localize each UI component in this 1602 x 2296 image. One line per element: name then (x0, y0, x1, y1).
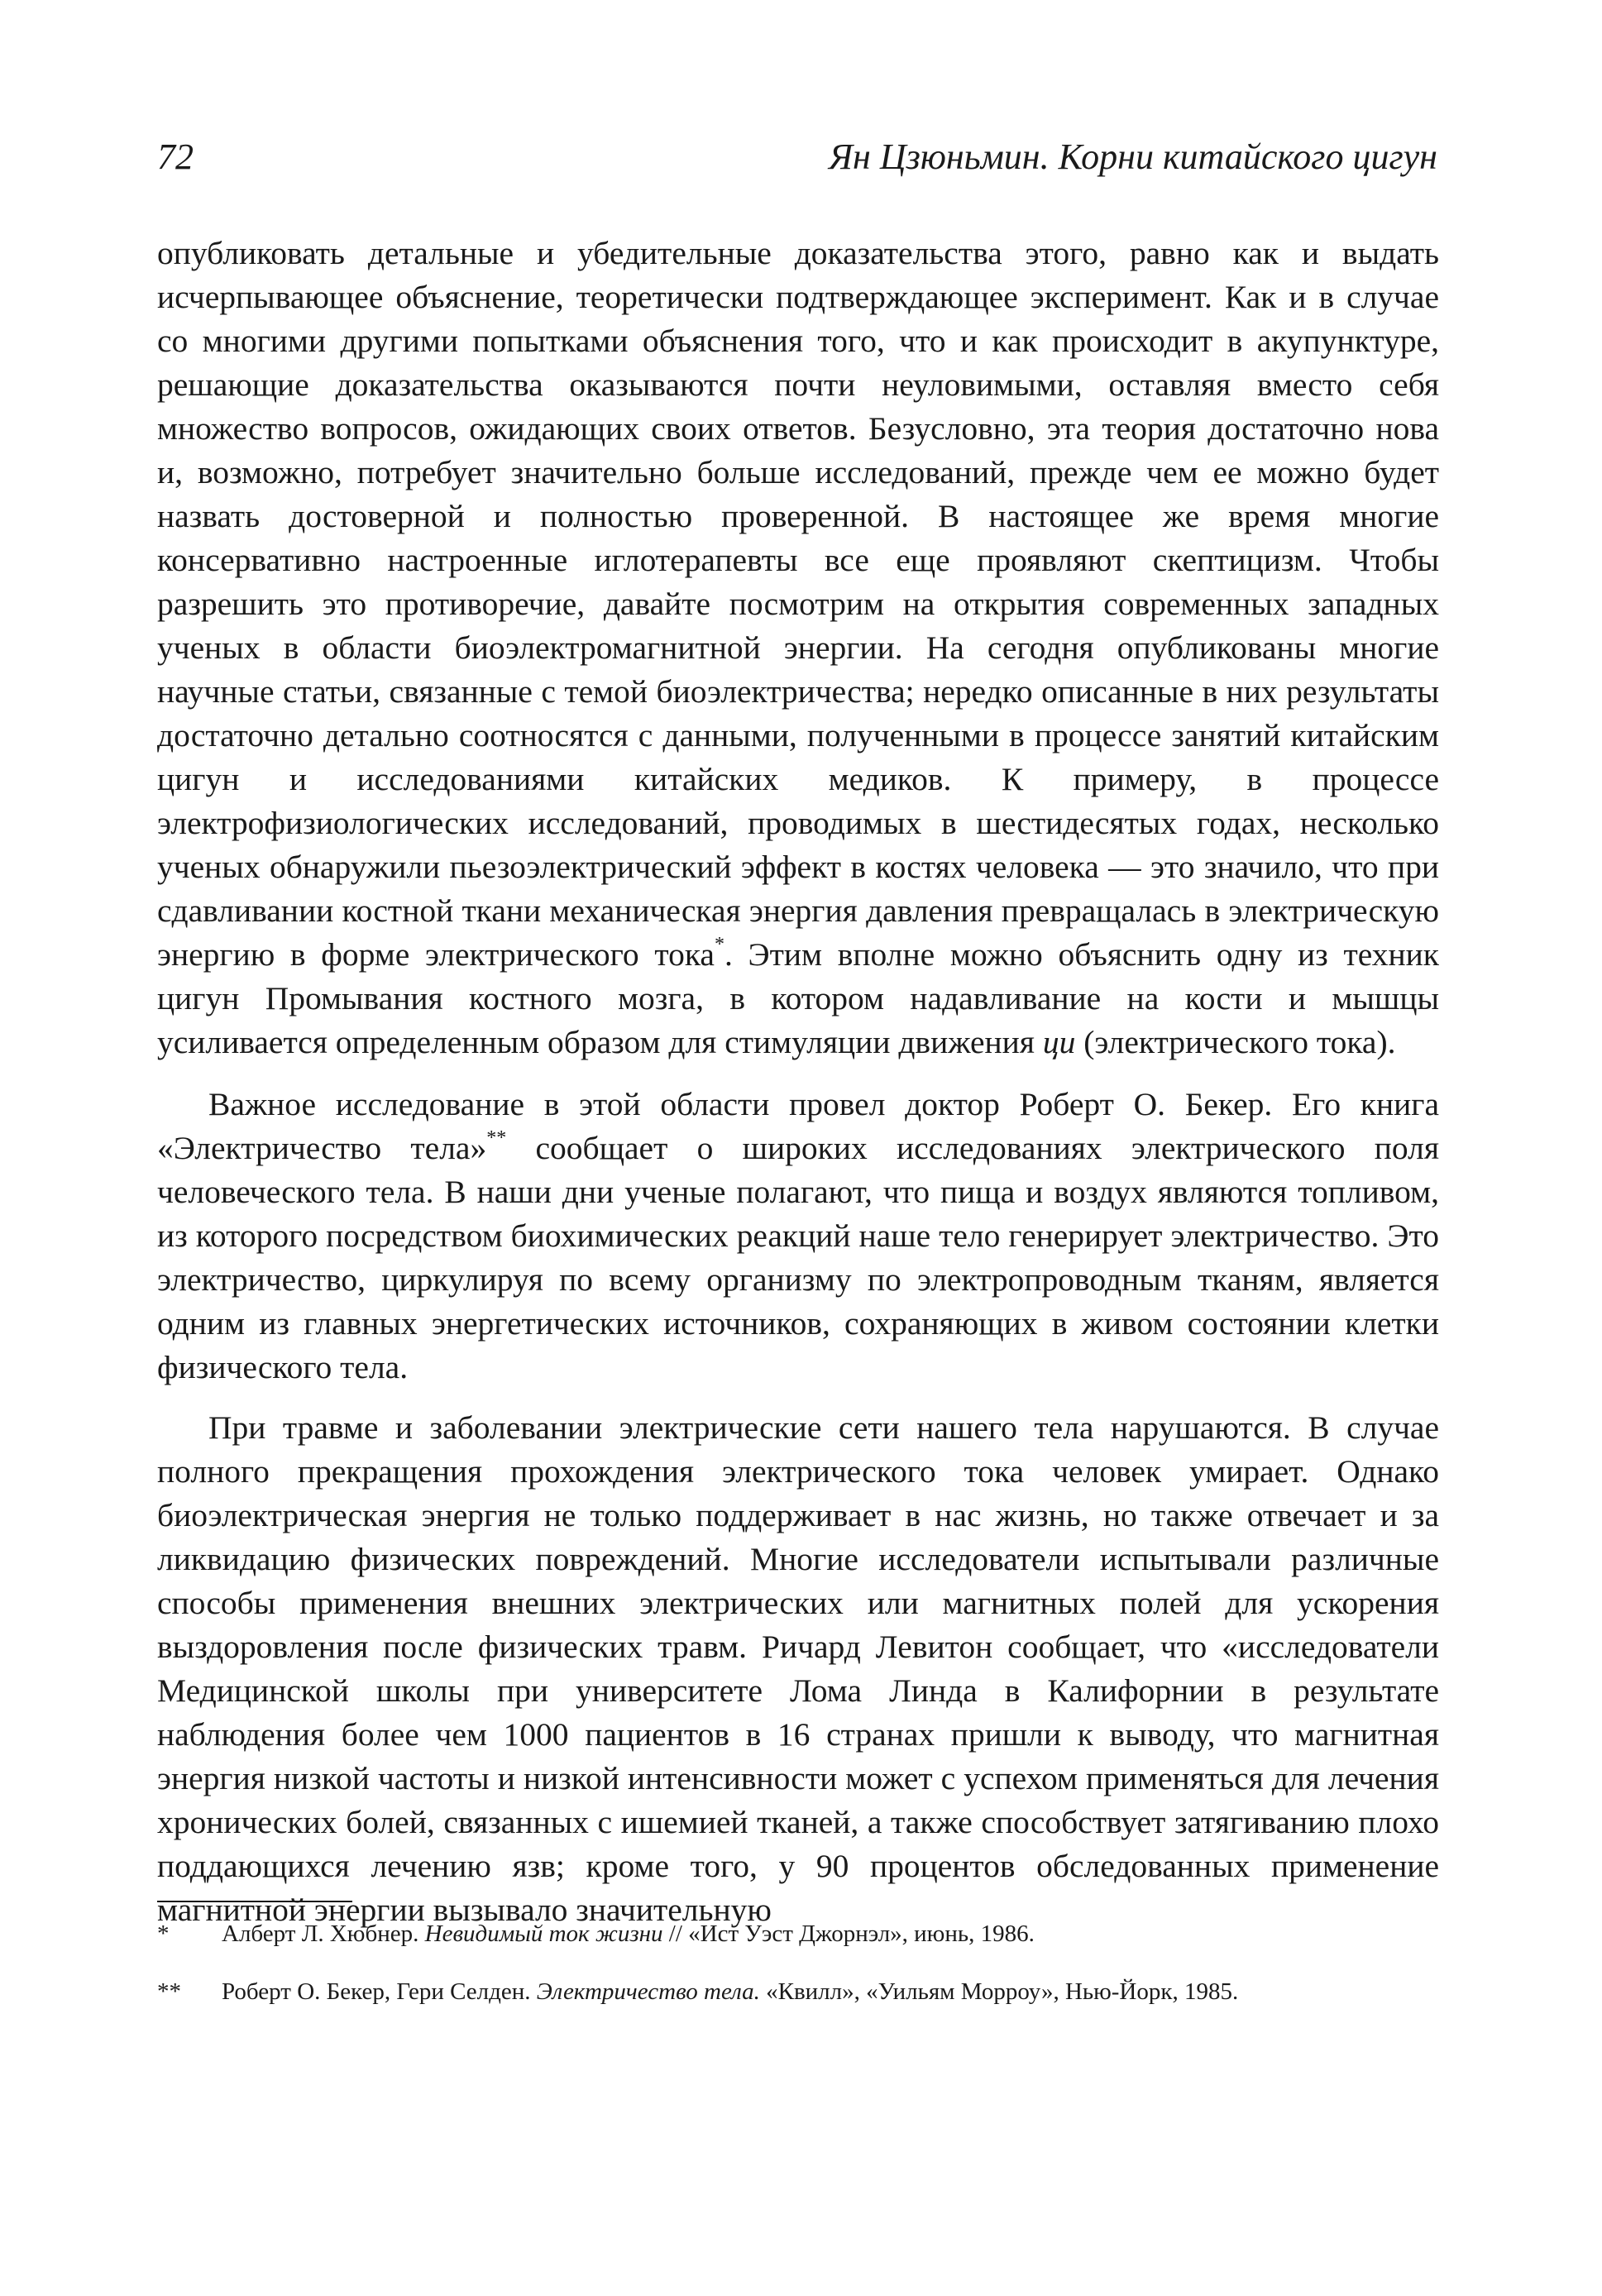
paragraph-1-text-b: . Этим вполне можно объяснить одну из техник цигун Промывания костного мозга, в котором надавливание на кости и мышцы усиливается определенным образом для стимуляции движения (157, 936, 1439, 1060)
footnote-2-author: Роберт О. Бекер, Гери Селден. (222, 1978, 537, 2005)
paragraph-1-text-a: опубликовать детальные и убедительные доказательства этого, равно как и выдать исчерпывающее объяснение, теоретически подтверждающее эксперимент. Как и в случае со многими другими попытками объяснения того, что и как происходит в акупунктуре, решающие доказательства оказываются почти неуловимыми, оставляя вместо себя множество вопросов, ожидающих своих ответов. Безусловно, эта теория достаточно нова и, возможно, потребует значительно больше исследований, прежде чем ее можно будет назвать достоверной и полностью проверенной. В настоящее же время многие консервативно настроенные иглотерапевты все еще проявляют скептицизм. Чтобы разрешить это противоречие, давайте посмотрим на открытия современных западных ученых в области биоэлектромагнитной энергии. На сегодня опубликованы многие научные статьи, связанные с темой биоэлектричества; нередко описанные в них результаты достаточно детально соотносятся с данными, полученными в процессе занятий китайским цигун и исследованиями китайских медиков. К примеру, в процессе электрофизиологических исследований, проводимых в шестидесятых годах, несколько ученых обнаружили пьезоэлектрический эффект в костях человека — это значило, что при сдавливании костной ткани механическая энергия давления превращалась в электрическую энергию в форме электрического тока (157, 235, 1439, 973)
footnote-1-mark: * (157, 1921, 170, 1947)
paragraph-2-text-b: сообщает о широких исследованиях электрического поля человеческого тела. В наши дни ученые полагают, что пища и воздух являются топливом, из которого посредством биохимических реакций наше тело генерирует электричество. Это электричество, циркулируя по всему организму по электропроводным тканям, является одним из главных энергетических источников, сохраняющих в живом состоянии клетки физического тела. (157, 1130, 1440, 1385)
running-header (157, 132, 1437, 182)
paragraph-2-text-a: Важное исследование в этой области провел доктор Роберт О. Бекер. Его книга «Электричество тела» (157, 1086, 1439, 1166)
footnote-divider (157, 1901, 352, 1902)
running-title: Ян Цзюньмин. Корни китайского цигун (829, 136, 1437, 177)
footnote-1-author: Алберт Л. Хюбнер. (222, 1921, 425, 1947)
page-number: 72 (157, 136, 194, 177)
footnote-2-rest: «Квилл», «Уильям Морроу», Нью-Йорк, 1985. (759, 1978, 1239, 2005)
footnote-2 (157, 1975, 1439, 2008)
paragraph-2 (157, 1083, 1439, 1390)
paragraph-3: При травме и заболевании электрические сети нашего тела нарушаются. В случае полного прекращения прохождения электрического тока человек умирает. Однако биоэлектрическая энергия не только поддерживает в нас жизнь, но также отвечает и за ликвидацию физических повреждений. Многие исследователи испытывали различные способы применения внешних электрических или магнитных полей для ускорения выздоровления после физических травм. Ричард Левитон сообщает, что «исследователи Медицинской школы при университете Лома Линда в Калифорнии в результате наблюдения более чем 1000 пациентов в 16 странах пришли к выводу, что магнитная энергия низкой частоты и низкой интенсивности может с успехом применяться для лечения хронических болей, связанных с ишемией тканей, а также способствует затягиванию плохо поддающихся лечению язв; кроме того, у 90 процентов обследованных применение магнитной энергии вызывало значительную (157, 1409, 1439, 1928)
footnotes (157, 1917, 1439, 2033)
term-qi: ци (1042, 1024, 1076, 1060)
footnote-1 (157, 1917, 1439, 1950)
footnote-1-title: Невидимый ток жизни (424, 1921, 663, 1947)
footnote-ref-2: ** (486, 1126, 507, 1149)
footnote-2-mark: ** (157, 1978, 181, 2005)
footnote-1-rest: // «Ист Уэст Джорнэл», июнь, 1986. (662, 1921, 1035, 1947)
paragraph-1-text-c: (электрического тока). (1075, 1024, 1396, 1060)
paragraph-1 (157, 232, 1439, 1064)
main-text (157, 232, 1439, 1949)
footnote-2-title: Электричество тела. (536, 1978, 760, 2005)
footnote-ref-1: * (714, 933, 724, 955)
